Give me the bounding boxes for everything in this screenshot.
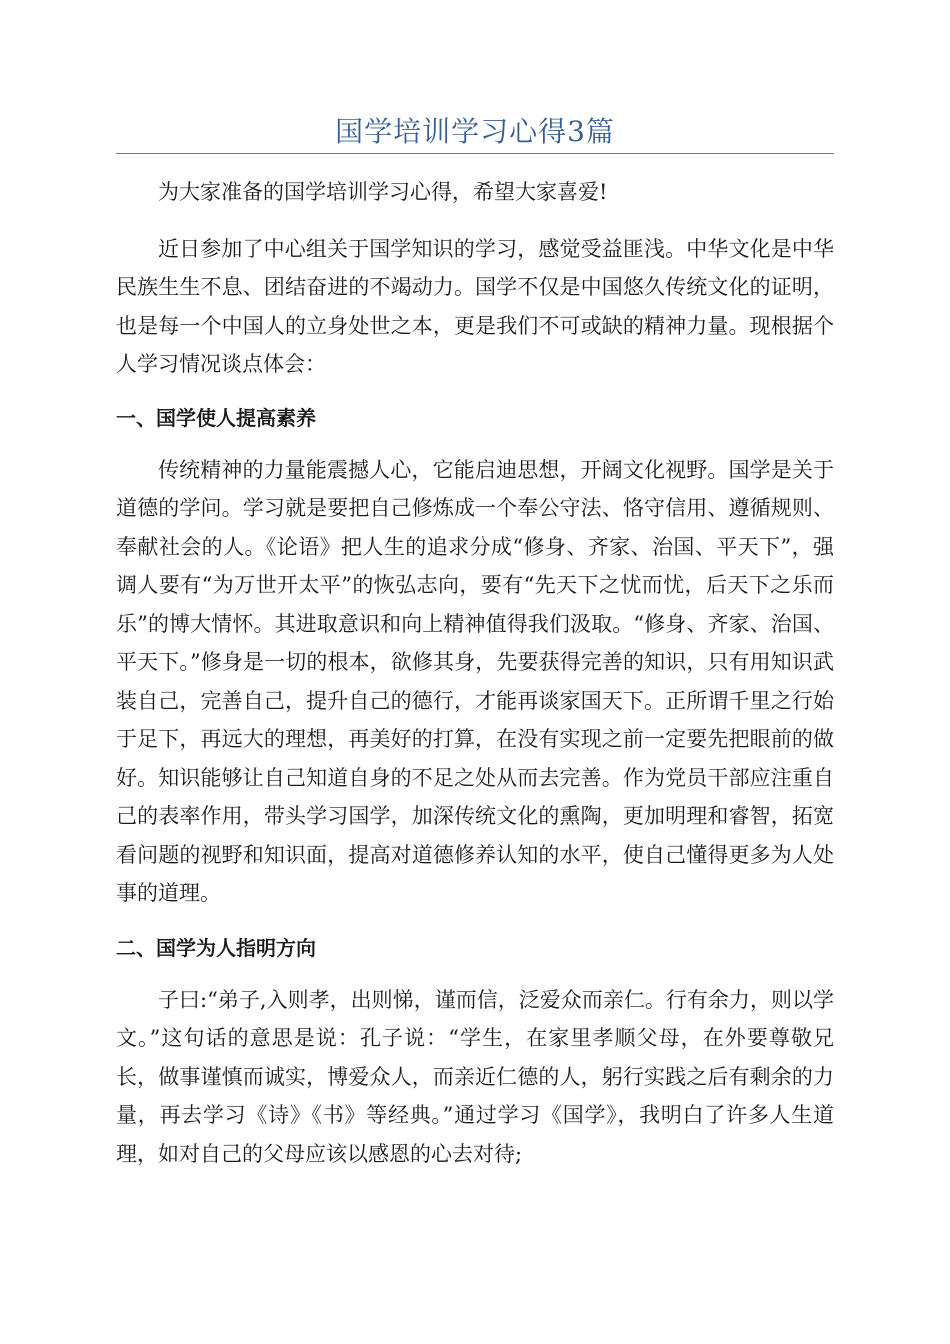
intro-paragraph: 为大家准备的国学培训学习心得，希望大家喜爱! [158,180,608,204]
section-1-body: 传统精神的力量能震撼人心，它能启迪思想，开阔文化视野。国学是关于道德的学问。学习就是要把自己修炼成一个奉公守法、恪守信用、遵循规则、奉献社会的人。《论语》把人生的追求分成“修身、齐家、治国、平天下”，强调人要有“为万世开太平”的恢弘志向，要有“先天下之忧而忧，后天下之乐而乐”的博大情怀。其进取意识和向上精神值得我们汲取。“修身、齐家、治国、平天下。”修身是一切的根本，欲修其身，先要获得完善的知识，只有用知识武装自己，完善自己，提升自己的德行，才能再谈家国天下。正所谓千里之行始于足下，再远大的理想，再美好的打算，在没有实现之前一定要先把眼前的做好。知识能够让自己知道自身的不足之处从而去完善。作为党员干部应注重自己的表率作用，带头学习国学，加深传统文化的熏陶，更加明理和睿智，拓宽看问题的视野和知识面，提高对道德修养认知的水平，使自己懂得更多为人处事的道理。 [116,457,834,905]
document-page [116,112,834,1173]
section-2-body: 子曰:“弟子,入则孝，出则悌，谨而信，泛爱众而亲仁。行有余力，则以学文。”这句话的意思是说：孔子说：“学生，在家里孝顺父母，在外要尊敬兄长，做事谨慎而诚实，博爱众人，而亲近仁德的人，躬行实践之后有剩余的力量，再去学习《诗》《书》等经典。”通过学习《国学》，我明白了许多人生道理，如对自己的父母应该以感恩的心去对待; [116,987,834,1166]
section-heading-2: 二、国学为人指明方向 [116,935,316,960]
title-underline [116,153,834,154]
section-heading-1: 一、国学使人提高素养 [116,405,316,430]
opening-paragraph: 近日参加了中心组关于国学知识的学习，感觉受益匪浅。中华文化是中华民族生生不息、团结奋进的不竭动力。国学不仅是中国悠久传统文化的证明，也是每一个中国人的立身处世之本，更是我们不可或缺的精神力量。现根据个人学习情况谈点体会： [116,236,834,376]
document-title: 国学培训学习心得3篇 [335,115,615,148]
